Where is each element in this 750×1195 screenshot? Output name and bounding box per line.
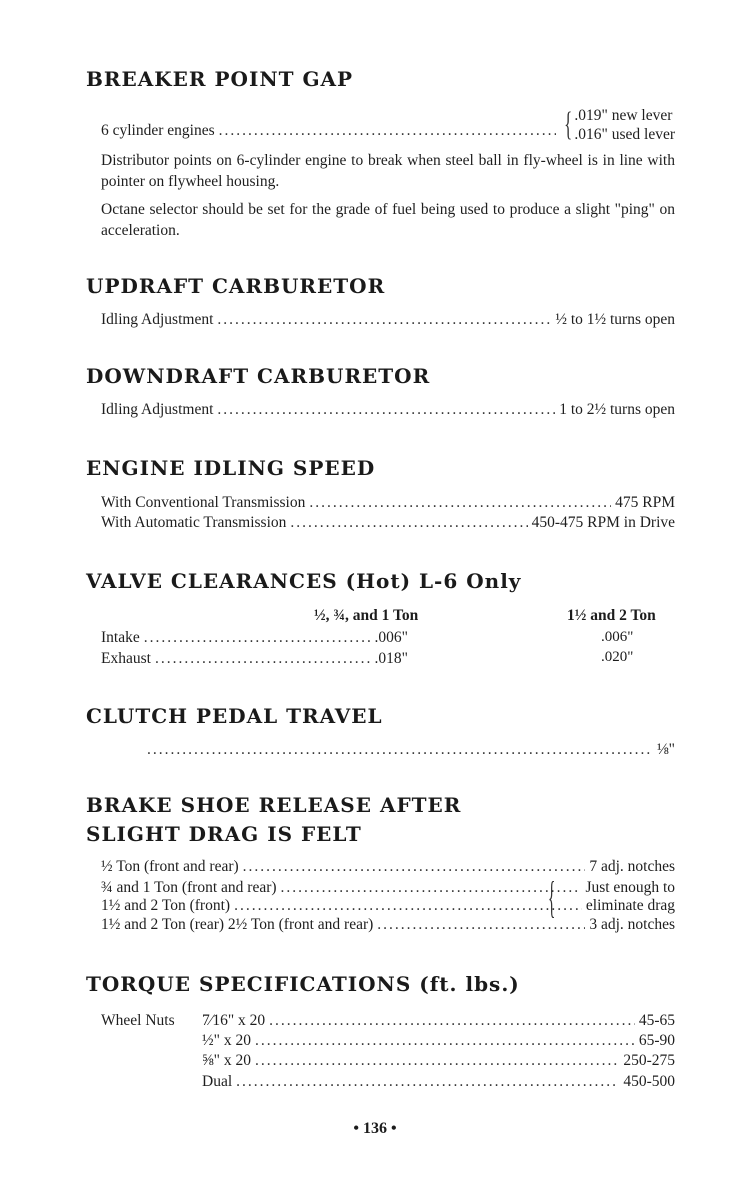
breaker-note-2: Octane selector should be set for the grade of fuel being used to produce a slight "ping" on acceleration. <box>101 201 675 239</box>
brake-label: ¾ and 1 Ton (front and rear) <box>101 879 277 896</box>
valve-value-heavy: .006" <box>601 629 634 645</box>
torque-heading: TORQUE SPECIFICATIONS (ft. lbs.) <box>86 972 520 996</box>
idle-row-automatic <box>101 513 675 533</box>
idling-speed-heading: ENGINE IDLING SPEED <box>86 456 376 480</box>
idle-value: 475 RPM <box>615 494 675 511</box>
updraft-label: Idling Adjustment <box>101 311 214 328</box>
brake-value: Just enough to <box>585 879 675 896</box>
torque-lead-label: Wheel Nuts <box>101 1012 175 1029</box>
brake-row-half-ton <box>101 857 675 877</box>
valve-value-light: .018" <box>374 650 408 667</box>
leader-dots <box>234 896 582 916</box>
leader-dots <box>255 1051 619 1071</box>
torque-value: 450-500 <box>623 1073 675 1090</box>
leader-dots <box>217 400 555 420</box>
leader-dots <box>243 857 586 877</box>
downdraft-value: 1 to 2½ turns open <box>559 401 675 418</box>
brake-row-rear <box>101 915 675 935</box>
updraft-heading: UPDRAFT CARBURETOR <box>86 274 386 298</box>
leader-dots <box>269 1011 635 1031</box>
leader-dots <box>290 513 527 533</box>
valve-clearances-heading: VALVE CLEARANCES (Hot) L-6 Only <box>86 569 522 593</box>
torque-value: 45-65 <box>638 1012 675 1029</box>
idle-label: With Conventional Transmission <box>101 494 306 511</box>
downdraft-label: Idling Adjustment <box>101 401 214 418</box>
brace-mark: { <box>548 873 556 922</box>
valve-value-heavy: .020" <box>601 649 634 665</box>
torque-label: Dual <box>202 1073 233 1090</box>
brake-label: 1½ and 2 Ton (front) <box>101 897 231 914</box>
updraft-value: ½ to 1½ turns open <box>555 311 675 328</box>
leader-dots <box>377 915 585 935</box>
valve-col-heavy: 1½ and 2 Ton <box>567 607 656 624</box>
torque-row <box>202 1072 675 1092</box>
torque-value: 250-275 <box>623 1052 675 1069</box>
torque-value: 65-90 <box>638 1032 675 1049</box>
breaker-row <box>101 106 675 144</box>
leader-dots <box>281 878 582 898</box>
idle-value: 450-475 RPM in Drive <box>531 514 675 531</box>
brake-value: 3 adj. notches <box>589 916 675 933</box>
brake-value: eliminate drag <box>585 897 675 914</box>
breaker-used-lever: .016" used lever <box>574 126 675 143</box>
torque-label: ½" x 20 <box>202 1032 251 1049</box>
breaker-note-1: Distributor points on 6-cylinder engine to break when steel ball in fly-wheel is in line with pointer on flywheel housing. <box>101 152 675 190</box>
page-number: • 136 • <box>353 1120 397 1137</box>
brake-label: ½ Ton (front and rear) <box>101 858 239 875</box>
idle-label: With Automatic Transmission <box>101 514 287 531</box>
torque-row <box>202 1031 675 1051</box>
valve-row-exhaust <box>101 649 408 669</box>
leader-dots <box>255 1031 635 1051</box>
leader-dots <box>236 1072 619 1092</box>
torque-label: ⅝" x 20 <box>202 1052 251 1069</box>
torque-row <box>202 1051 675 1071</box>
clutch-value: ⅛" <box>657 741 675 758</box>
valve-row-intake <box>101 628 408 648</box>
updraft-row <box>101 310 675 330</box>
brake-heading-line1: BRAKE SHOE RELEASE AFTER <box>86 793 462 817</box>
brake-row-three-quarter <box>101 878 675 898</box>
torque-lead <box>101 1011 175 1031</box>
idle-row-conventional <box>101 493 675 513</box>
breaker-point-gap-heading: BREAKER POINT GAP <box>86 67 354 91</box>
valve-label: Intake <box>101 629 140 646</box>
leader-dots <box>147 740 653 760</box>
leader-dots <box>219 121 556 141</box>
clutch-row <box>143 740 675 760</box>
torque-label: 7⁄16" x 20 <box>202 1012 266 1029</box>
leader-dots <box>144 628 371 648</box>
downdraft-row <box>101 400 675 420</box>
valve-value-light: .006" <box>374 629 408 646</box>
brake-value: 7 adj. notches <box>589 858 675 875</box>
breaker-new-lever: .019" new lever <box>574 107 673 124</box>
brake-heading-line2: SLIGHT DRAG IS FELT <box>86 822 362 846</box>
downdraft-heading: DOWNDRAFT CARBURETOR <box>86 364 431 388</box>
valve-col-light: ½, ¾, and 1 Ton <box>314 607 419 624</box>
leader-dots <box>217 310 551 330</box>
valve-label: Exhaust <box>101 650 151 667</box>
brake-label: 1½ and 2 Ton (rear) 2½ Ton (front and rear) <box>101 916 374 933</box>
breaker-values: { .019" new lever .016" used lever <box>564 106 675 143</box>
leader-dots <box>155 649 371 669</box>
brake-row-front <box>101 896 675 916</box>
torque-row <box>202 1011 675 1031</box>
leader-dots <box>309 493 611 513</box>
clutch-heading: CLUTCH PEDAL TRAVEL <box>86 704 383 728</box>
breaker-label: 6 cylinder engines <box>101 122 215 139</box>
